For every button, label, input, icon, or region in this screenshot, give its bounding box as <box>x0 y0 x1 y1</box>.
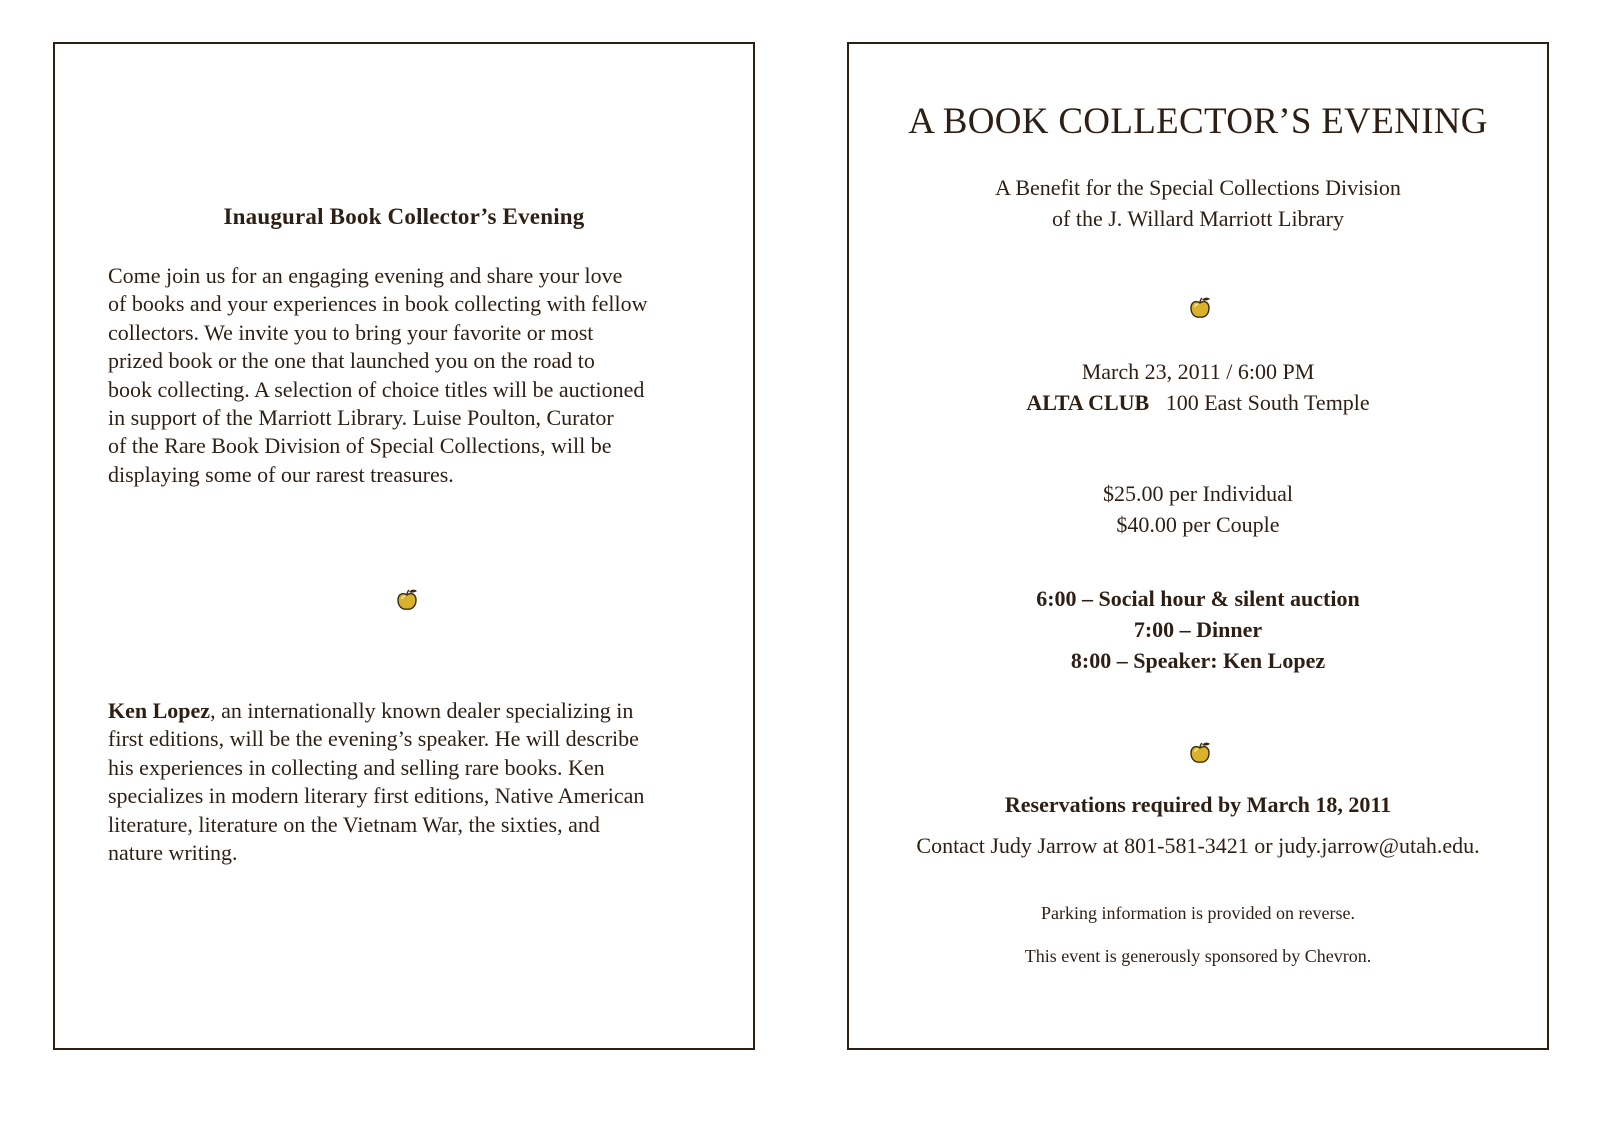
intro-line: of books and your experiences in book collecting with fellow <box>108 291 648 317</box>
apple-icon <box>395 588 419 612</box>
speaker-name: Ken Lopez <box>108 698 211 723</box>
intro-line: in support of the Marriott Library. Luise Poulton, Curator <box>108 405 614 431</box>
price-individual: $25.00 per Individual <box>1102 481 1294 506</box>
speaker-paragraph <box>108 697 708 867</box>
left-panel <box>53 42 755 1050</box>
sponsor-note: This event is generously sponsored by Chevron. <box>1024 946 1372 966</box>
benefit-line: of the J. Willard Marriott Library <box>1052 206 1344 231</box>
apple-icon <box>1188 296 1212 320</box>
event-venue <box>849 387 1547 418</box>
speaker-line: nature writing. <box>108 840 238 866</box>
schedule <box>849 583 1547 676</box>
contact-info: Contact Judy Jarrow at 801-581-3421 or judy.jarrow@utah.edu. <box>916 833 1480 858</box>
apple-icon <box>1188 741 1212 765</box>
parking-note: Parking information is provided on reverse. <box>1041 903 1355 923</box>
speaker-line: literature, literature on the Vietnam War, the sixties, and <box>108 811 600 837</box>
intro-line: prized book or the one that launched you on the road to <box>108 348 595 374</box>
event-date-time: March 23, 2011 / 6:00 PM <box>1081 359 1315 384</box>
event-details <box>849 356 1547 418</box>
venue-address: 100 East South Temple <box>1165 390 1370 415</box>
intro-line: displaying some of our rarest treasures. <box>108 461 454 487</box>
schedule-item: 7:00 – Dinner <box>1133 617 1263 642</box>
speaker-line: , an internationally known dealer specializing in <box>210 698 634 723</box>
intro-line: book collecting. A selection of choice titles will be auctioned <box>108 376 645 402</box>
schedule-item: 6:00 – Social hour & silent auction <box>1036 586 1360 611</box>
schedule-item: 8:00 – Speaker: Ken Lopez <box>1070 648 1326 673</box>
benefit-text <box>849 172 1547 234</box>
venue-name: ALTA CLUB <box>1026 390 1150 415</box>
speaker-line: first editions, will be the evening’s speaker. He will describe <box>108 726 639 752</box>
left-panel-title: Inaugural Book Collector’s Evening <box>223 204 585 229</box>
intro-line: collectors. We invite you to bring your favorite or most <box>108 319 594 345</box>
intro-paragraph <box>108 262 708 489</box>
benefit-line: A Benefit for the Special Collections Division <box>995 175 1401 200</box>
speaker-line: his experiences in collecting and selling rare books. Ken <box>108 754 605 780</box>
right-panel <box>847 42 1549 1050</box>
main-title: A BOOK COLLECTOR’S EVENING <box>908 101 1488 142</box>
price-couple: $40.00 per Couple <box>1116 512 1280 537</box>
reservations-notice: Reservations required by March 18, 2011 <box>1004 792 1392 817</box>
intro-line: of the Rare Book Division of Special Collections, will be <box>108 433 612 459</box>
pricing <box>849 478 1547 540</box>
speaker-line: specializes in modern literary first editions, Native American <box>108 783 645 809</box>
intro-line: Come join us for an engaging evening and share your love <box>108 263 623 288</box>
